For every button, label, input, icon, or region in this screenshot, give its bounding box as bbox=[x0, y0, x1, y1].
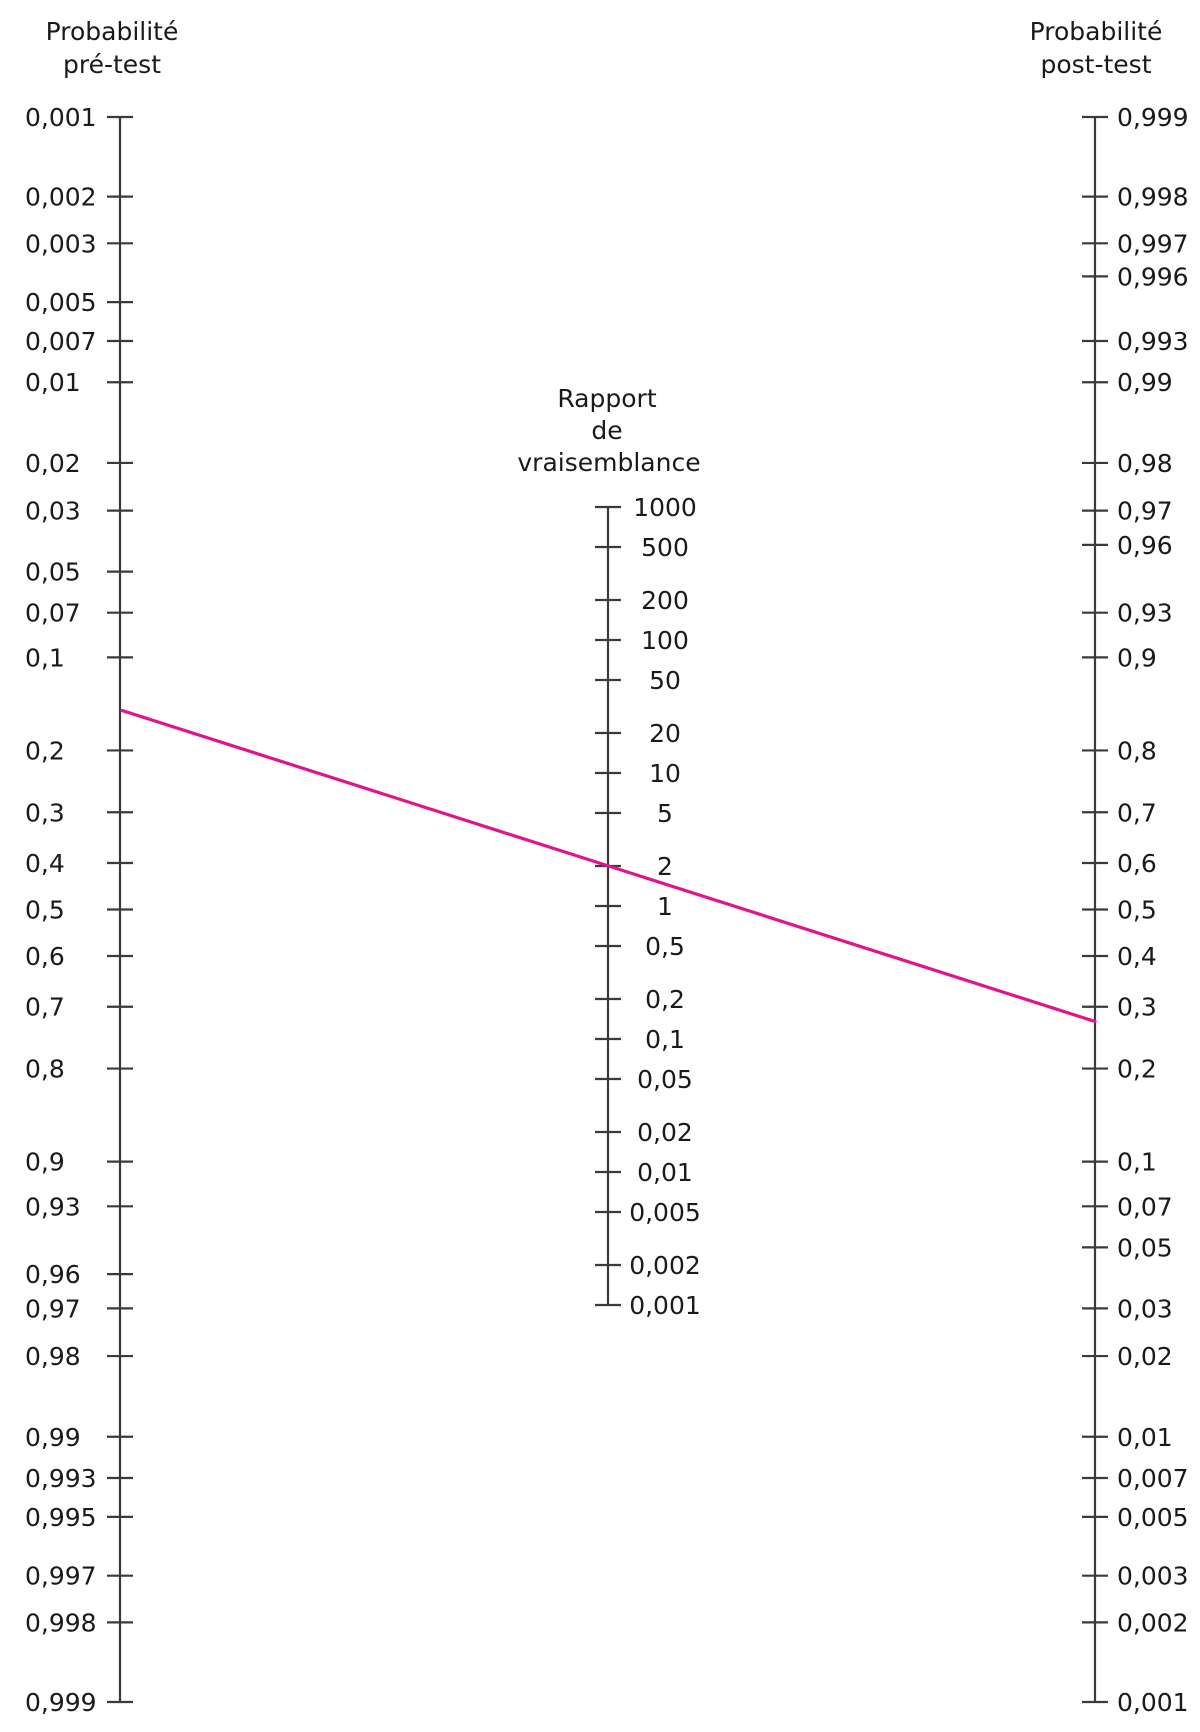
likelihood-ratio-tick-label: 2 bbox=[657, 851, 673, 881]
likelihood-ratio-scale bbox=[517, 384, 700, 1320]
likelihood-ratio-tick-label: 200 bbox=[641, 585, 689, 615]
pre-test-title-line-2: pré-test bbox=[62, 50, 162, 79]
likelihood-ratio-tick-label: 1 bbox=[657, 892, 673, 921]
likelihood-ratio-tick-label: 0,01 bbox=[637, 1158, 693, 1187]
pre-test-tick-label: 0,8 bbox=[25, 1054, 65, 1084]
pre-test-title-line-1: Probabilité bbox=[45, 17, 179, 46]
likelihood-ratio-tick-label: 0,002 bbox=[629, 1250, 701, 1280]
pre-test-tick-label: 0,03 bbox=[25, 496, 81, 526]
pre-test-tick-label: 0,07 bbox=[25, 598, 81, 628]
pre-test-tick-label: 0,005 bbox=[25, 288, 97, 318]
post-test-tick-label: 0,997 bbox=[1117, 229, 1189, 259]
post-test-tick-label: 0,1 bbox=[1117, 1147, 1157, 1177]
pre-test-tick-label: 0,93 bbox=[25, 1192, 81, 1222]
post-test-tick-label: 0,5 bbox=[1117, 895, 1157, 925]
pre-test-tick-label: 0,001 bbox=[25, 103, 97, 132]
post-test-probability-scale bbox=[1030, 17, 1189, 1717]
post-test-tick-label: 0,98 bbox=[1117, 448, 1173, 478]
likelihood-ratio-title-line-3: vraisemblance bbox=[517, 448, 701, 477]
post-test-tick-label: 0,05 bbox=[1117, 1233, 1173, 1263]
pre-test-tick-label: 0,9 bbox=[25, 1147, 65, 1177]
pre-test-tick-label: 0,002 bbox=[25, 182, 97, 212]
pre-test-tick-label: 0,003 bbox=[25, 229, 97, 259]
pre-test-tick-label: 0,01 bbox=[25, 368, 81, 398]
pre-test-tick-label: 0,999 bbox=[25, 1688, 97, 1717]
post-test-tick-label: 0,996 bbox=[1117, 262, 1189, 292]
likelihood-ratio-tick-label: 0,05 bbox=[637, 1065, 693, 1095]
post-test-tick-label: 0,01 bbox=[1117, 1422, 1173, 1452]
post-test-title-line-2: post-test bbox=[1040, 50, 1152, 79]
post-test-tick-label: 0,998 bbox=[1117, 182, 1189, 212]
likelihood-ratio-tick-label: 100 bbox=[641, 626, 689, 655]
pre-test-tick-label: 0,997 bbox=[25, 1561, 97, 1591]
pre-test-tick-label: 0,2 bbox=[25, 736, 65, 766]
likelihood-ratio-tick-label: 500 bbox=[641, 533, 689, 563]
post-test-tick-label: 0,07 bbox=[1117, 1192, 1173, 1222]
pre-test-tick-label: 0,05 bbox=[25, 557, 81, 587]
likelihood-ratio-tick-label: 0,2 bbox=[645, 984, 685, 1014]
likelihood-ratio-tick-label: 50 bbox=[649, 666, 681, 696]
post-test-tick-label: 0,02 bbox=[1117, 1342, 1173, 1372]
likelihood-ratio-tick-label: 0,1 bbox=[645, 1025, 685, 1054]
pre-test-tick-label: 0,02 bbox=[25, 448, 81, 478]
post-test-tick-label: 0,999 bbox=[1117, 103, 1189, 132]
likelihood-ratio-tick-label: 0,5 bbox=[645, 932, 685, 962]
post-test-tick-label: 0,4 bbox=[1117, 942, 1157, 972]
post-test-tick-label: 0,001 bbox=[1117, 1688, 1189, 1717]
pre-test-tick-label: 0,96 bbox=[25, 1260, 81, 1290]
post-test-title-line-1: Probabilité bbox=[1029, 17, 1163, 46]
post-test-tick-label: 0,03 bbox=[1117, 1294, 1173, 1324]
pre-test-tick-label: 0,007 bbox=[25, 326, 97, 356]
post-test-tick-label: 0,6 bbox=[1117, 848, 1157, 878]
pre-test-probability-scale bbox=[25, 17, 178, 1717]
pre-test-tick-label: 0,993 bbox=[25, 1464, 97, 1494]
pre-test-tick-label: 0,7 bbox=[25, 992, 65, 1022]
post-test-tick-label: 0,005 bbox=[1117, 1502, 1189, 1532]
likelihood-ratio-tick-label: 5 bbox=[657, 799, 673, 829]
likelihood-ratio-tick-label: 0,02 bbox=[637, 1117, 693, 1147]
pre-test-tick-label: 0,99 bbox=[25, 1422, 81, 1452]
pre-test-tick-label: 0,97 bbox=[25, 1294, 81, 1324]
pre-test-tick-label: 0,6 bbox=[25, 942, 65, 972]
post-test-tick-label: 0,003 bbox=[1117, 1561, 1189, 1591]
likelihood-ratio-tick-label: 10 bbox=[649, 759, 681, 788]
pre-test-tick-label: 0,3 bbox=[25, 798, 65, 828]
likelihood-ratio-tick-label: 0,005 bbox=[629, 1198, 701, 1228]
pre-test-tick-label: 0,998 bbox=[25, 1608, 97, 1638]
likelihood-ratio-tick-label: 20 bbox=[649, 718, 681, 748]
likelihood-ratio-tick-label: 0,001 bbox=[629, 1291, 701, 1320]
pre-test-tick-label: 0,1 bbox=[25, 643, 65, 673]
pre-test-tick-label: 0,98 bbox=[25, 1342, 81, 1372]
post-test-tick-label: 0,9 bbox=[1117, 643, 1157, 673]
likelihood-ratio-title-line-2: de bbox=[591, 416, 623, 445]
post-test-tick-label: 0,3 bbox=[1117, 992, 1157, 1022]
pre-test-tick-label: 0,4 bbox=[25, 848, 65, 878]
post-test-tick-label: 0,96 bbox=[1117, 530, 1173, 560]
likelihood-ratio-tick-label: 1000 bbox=[633, 493, 697, 522]
post-test-tick-label: 0,007 bbox=[1117, 1464, 1189, 1494]
post-test-tick-label: 0,7 bbox=[1117, 798, 1157, 828]
post-test-tick-label: 0,002 bbox=[1117, 1608, 1189, 1638]
post-test-tick-label: 0,8 bbox=[1117, 736, 1157, 766]
post-test-tick-label: 0,99 bbox=[1117, 368, 1173, 398]
likelihood-ratio-title-line-1: Rapport bbox=[557, 384, 657, 413]
post-test-tick-label: 0,993 bbox=[1117, 326, 1189, 356]
pre-test-tick-label: 0,995 bbox=[25, 1502, 97, 1532]
post-test-tick-label: 0,93 bbox=[1117, 598, 1173, 628]
post-test-tick-label: 0,2 bbox=[1117, 1054, 1157, 1084]
post-test-tick-label: 0,97 bbox=[1117, 496, 1173, 526]
pre-test-tick-label: 0,5 bbox=[25, 895, 65, 925]
